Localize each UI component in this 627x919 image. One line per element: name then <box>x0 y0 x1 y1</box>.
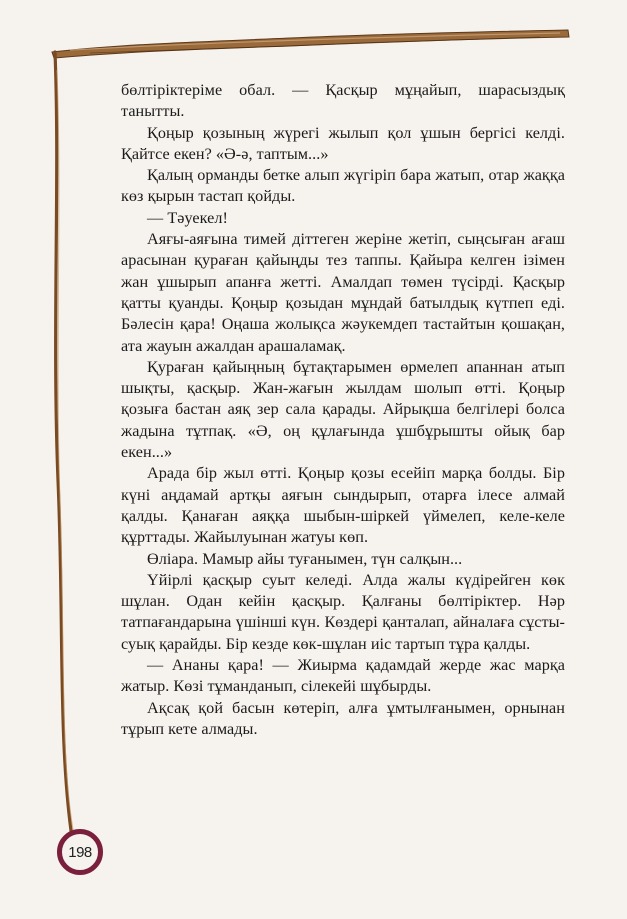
paragraph: Үйірлі қасқыр суыт келеді. Алда жалы күдірейген көк шұлан. Одан кейін қасқыр. Қалғаны бөлтіріктер. Нәр татпағандарына үшінші күн. Көздері қанталап, айналаға сұсты-суық қарайды. Бір кезде көк-шұлан иіс тартып тұра қалды. <box>121 570 565 653</box>
paragraph: Өліара. Мамыр айы туғанымен, түн салқын... <box>147 549 463 568</box>
paragraph: Қоңыр қозының жүрегі жылып қол ұшын бергісі келді. Қайтсе екен? «Ә-ә, таптым...» <box>121 123 565 163</box>
paragraph: Қалың орманды бетке алып жүгіріп бара жатып, отар жаққа көз қырын тастап қойды. <box>121 166 565 206</box>
page-number: 198 <box>57 829 103 875</box>
paragraph: Аяғы-аяғына тимей діттеген жеріне жетіп, сыңсыған ағаш арасынан қураған қайыңды тез таппы. Қайыра келген ізімен жан ұшырып апанға жетті. Амалдап төмен түсірді. Қасқыр қатты қуанды. Қоңыр қозыдан мұндай батылдық күтпеп еді. Бәлесін қара! Оңаша жолықса жәукемдеп тастайтын қошақан, ата жауын ажалдан арашаламақ. <box>121 230 565 355</box>
story-text <box>121 80 565 740</box>
paragraph: Ақсақ қой басын көтеріп, алға ұмтылғанымен, орнынан тұрып кете алмады. <box>121 698 565 738</box>
paragraph: — Тәуекел! <box>147 208 228 227</box>
paragraph: Арада бір жыл өтті. Қоңыр қозы есейіп марқа болды. Бір күні аңдамай артқы аяғын сындырып, отарға ілесе алмай қалды. Қанаған аяққа шыбын-шіркей үймелеп, келе-келе құрттады. Жайылуынан жатуы көп. <box>121 464 565 547</box>
paragraph: бөлтіріктеріме обал. — Қасқыр мұңайып, шарасыздық танытты. <box>121 81 565 121</box>
paragraph: — Ананы қара! — Жиырма қадамдай жерде жас марқа жатыр. Көзі тұманданып, сілекейі шұбырды. <box>121 656 565 696</box>
left-border-line <box>55 52 72 838</box>
paragraph: Қураған қайыңның бұтақтарымен өрмелеп апаннан атып шықты, қасқыр. Жан-жағын жылдам шолып өтті. Қоңыр қозыға бастан аяқ зер сала қарады. Айрықша белгілері болса жадына тұтпақ. «Ә, оң құлағында ұшбұрышты ойық бар екен...» <box>121 357 565 462</box>
